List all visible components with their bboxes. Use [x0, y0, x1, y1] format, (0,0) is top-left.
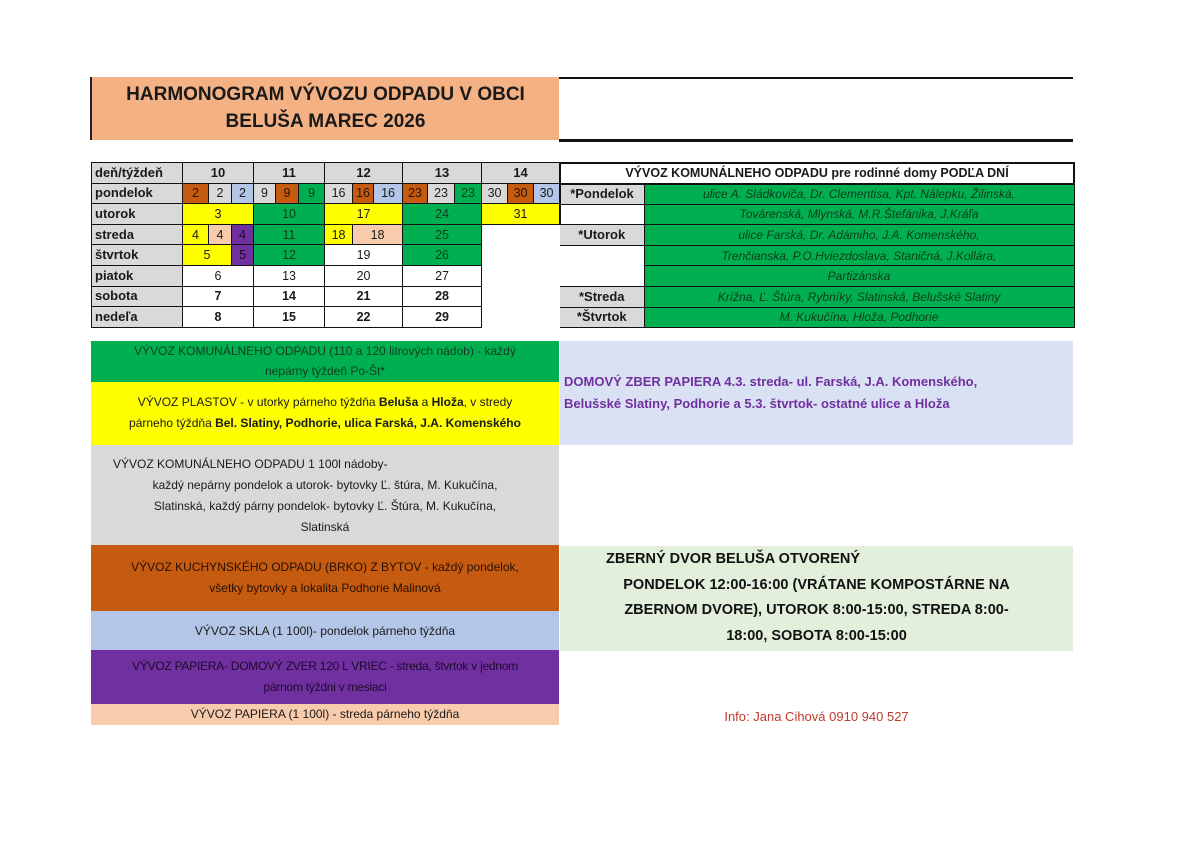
streets-list: Krížna, Ľ. Štúra, Rybníky, Slatinská, Belušské Slatiny — [644, 287, 1074, 308]
day-cell: 13 — [254, 265, 325, 286]
legend-line — [91, 392, 559, 413]
day-cell: 5 — [183, 245, 232, 266]
legend-kuchynsky-brko — [91, 545, 559, 611]
day-cell: 26 — [403, 245, 482, 266]
day-cell: 16 — [353, 183, 374, 204]
streets-list: Partizánska — [644, 266, 1074, 287]
week-header: 13 — [403, 163, 482, 184]
streets-header-row — [560, 163, 1074, 184]
day-cell: 19 — [325, 245, 403, 266]
day-cell: 14 — [254, 286, 325, 307]
legend-line: párnom týždni v mesiaci — [263, 680, 387, 694]
day-cell: 30 — [482, 183, 508, 204]
streets-list: Továrenská, Mlynská, M.R.Štefánika, J.Kráľa — [644, 204, 1074, 225]
day-cell: 2 — [209, 183, 232, 204]
day-cell: 22 — [325, 307, 403, 328]
day-cell: 31 — [482, 204, 560, 225]
title-line-1: HARMONOGRAM VÝVOZU ODPADU V OBCI — [126, 84, 525, 105]
legend-line: VÝVOZ KOMUNÁLNEHO ODPADU 1 100l nádoby- — [113, 457, 388, 471]
streets-day-label: *Pondelok — [560, 184, 644, 205]
day-cell: 2 — [232, 183, 254, 204]
day-cell: 10 — [254, 204, 325, 225]
hours-line: PONDELOK 12:00-16:00 (VRÁTANE KOMPOSTÁRNE NA — [623, 576, 1010, 593]
legend-line: VÝVOZ PAPIERA- DOMOVÝ ZVER 120 L VRIEC - streda, štvrtok v jednom — [132, 659, 518, 673]
day-cell: 23 — [455, 183, 482, 204]
legend-line — [91, 413, 559, 434]
day-label: utorok — [92, 204, 183, 225]
legend-text-bold: Hloža — [431, 395, 464, 409]
day-cell: 23 — [428, 183, 455, 204]
legend-line: všetky bytovky a lokalita Podhorie Malinová — [209, 581, 441, 595]
legend-line: každý nepárny pondelok a utorok- bytovky Ľ. štúra, M. Kukučína, — [152, 478, 498, 492]
day-cell: 2 — [183, 183, 209, 204]
day-cell: 3 — [183, 204, 254, 225]
day-cell: 15 — [254, 307, 325, 328]
legend-papier-domovy-120 — [91, 650, 559, 704]
day-cell: 9 — [299, 183, 325, 204]
hours-line: 18:00, SOBOTA 8:00-15:00 — [726, 627, 907, 644]
empty-cell — [482, 224, 560, 245]
day-cell: 21 — [325, 286, 403, 307]
streets-day-label: *Streda — [560, 287, 644, 308]
day-cell: 5 — [232, 245, 254, 266]
day-cell: 30 — [508, 183, 534, 204]
header-label: deň/týždeň — [92, 163, 183, 184]
day-cell: 17 — [325, 204, 403, 225]
legend-text: párneho týždňa — [129, 416, 216, 430]
streets-day-label — [560, 266, 644, 287]
day-cell: 4 — [183, 224, 209, 245]
day-label: streda — [92, 224, 183, 245]
empty-cell — [482, 307, 560, 328]
notice-line: DOMOVÝ ZBER PAPIERA 4.3. streda- ul. Farská, J.A. Komenského, — [564, 374, 978, 389]
week-header: 10 — [183, 163, 254, 184]
page-title — [90, 77, 559, 140]
week-header: 12 — [325, 163, 403, 184]
streets-list: Trenčianska, P.O.Hviezdoslava, Staničná, J.Kollára, — [644, 245, 1074, 266]
streets-list: ulice Farská, Dr. Adámiho, J.A. Komenského, — [644, 225, 1074, 246]
empty-cell — [482, 265, 560, 286]
hours-line: ZBERNÝ DVOR BELUŠA OTVORENÝ — [606, 551, 861, 567]
legend-line: VÝVOZ KOMUNÁLNEHO ODPADU (110 a 120 litrových nádob) - každý — [134, 344, 516, 358]
day-cell: 24 — [403, 204, 482, 225]
schedule-row-streda — [92, 224, 560, 245]
week-header: 14 — [482, 163, 560, 184]
day-cell: 20 — [325, 265, 403, 286]
legend-line: Slatinská, každý párny pondelok- bytovky Ľ. Štúra, M. Kukučína, — [153, 499, 497, 513]
legend-papier-1100 — [91, 704, 559, 725]
schedule-row-pondelok — [92, 183, 560, 204]
day-cell: 30 — [534, 183, 560, 204]
day-cell: 25 — [403, 224, 482, 245]
header-rule-top — [559, 77, 1073, 79]
legend-line: Slatinská — [300, 520, 350, 534]
streets-row — [560, 287, 1074, 308]
zberny-dvor-hours — [560, 546, 1073, 651]
hours-line: ZBERNOM DVORE), UTOROK 8:00-15:00, STREDA 8:00- — [624, 602, 1009, 618]
week-header: 11 — [254, 163, 325, 184]
day-cell: 16 — [325, 183, 353, 204]
notice-line: Belušské Slatiny, Podhorie a 5.3. štvrtok- ostatné ulice a Hloža — [564, 396, 950, 411]
schedule-table — [91, 162, 560, 328]
schedule-row-utorok — [92, 204, 560, 225]
day-cell: 11 — [254, 224, 325, 245]
streets-row — [560, 245, 1074, 266]
streets-row — [560, 184, 1074, 205]
day-cell: 6 — [183, 265, 254, 286]
day-cell: 8 — [183, 307, 254, 328]
legend-text: VÝVOZ PLASTOV - v utorky párneho týždňa — [137, 395, 379, 409]
day-cell: 9 — [254, 183, 276, 204]
empty-cell — [482, 245, 560, 266]
streets-day-label: *Štvrtok — [560, 307, 644, 328]
streets-list: ulice A. Sládkoviča, Dr. Clementisa, Kpt. Nálepku, Žilinská, — [644, 184, 1074, 205]
streets-row — [560, 225, 1074, 246]
streets-list: M. Kukučína, Hloža, Podhorie — [644, 307, 1074, 328]
day-label: nedeľa — [92, 307, 183, 328]
legend-text: a — [418, 395, 432, 409]
streets-header: VÝVOZ KOMUNÁLNEHO ODPADU pre rodinné domy PODĽA DNÍ — [560, 163, 1074, 184]
legend-text-bold: Bel. Slatiny, Podhorie, ulica Farská, J.A. Komenského — [215, 416, 521, 430]
streets-row — [560, 204, 1074, 225]
legend-line: VÝVOZ KUCHYNSKÉHO ODPADU (BRKO) Z BYTOV - každý pondelok, — [131, 560, 519, 574]
legend-line: VÝVOZ PAPIERA (1 100l) - streda párneho týždňa — [190, 707, 460, 721]
legend-text: , v stredy — [463, 395, 513, 409]
streets-row — [560, 307, 1074, 328]
day-cell: 27 — [403, 265, 482, 286]
empty-cell — [482, 286, 560, 307]
schedule-header-row — [92, 163, 560, 184]
day-cell: 9 — [276, 183, 299, 204]
day-cell: 12 — [254, 245, 325, 266]
day-label: štvrtok — [92, 245, 183, 266]
day-label: sobota — [92, 286, 183, 307]
legend-line: VÝVOZ SKLA (1 100l)- pondelok párneho týždňa — [194, 624, 456, 638]
streets-day-label — [560, 204, 644, 225]
day-cell: 23 — [403, 183, 428, 204]
streets-row — [560, 266, 1074, 287]
day-cell: 16 — [374, 183, 403, 204]
day-cell: 7 — [183, 286, 254, 307]
day-cell: 18 — [353, 224, 403, 245]
day-cell: 4 — [232, 224, 254, 245]
schedule-row-sobota — [92, 286, 560, 307]
title-line-2: BELUŠA MAREC 2026 — [225, 111, 426, 132]
day-label: pondelok — [92, 183, 183, 204]
day-cell: 29 — [403, 307, 482, 328]
legend-komunalny-110-120 — [91, 341, 559, 382]
domovy-zber-papiera-notice — [560, 341, 1073, 445]
day-cell: 18 — [325, 224, 353, 245]
header-rule-bottom — [559, 139, 1073, 142]
day-cell: 4 — [209, 224, 232, 245]
day-label: piatok — [92, 265, 183, 286]
schedule-row-piatok — [92, 265, 560, 286]
streets-day-label — [560, 245, 644, 266]
streets-day-label: *Utorok — [560, 225, 644, 246]
schedule-row-stvrtok — [92, 245, 560, 266]
legend-komunalny-1100 — [91, 445, 559, 545]
schedule-row-nedela — [92, 307, 560, 328]
legend-text-bold: Beluša — [378, 395, 419, 409]
contact-info: Info: Jana Cihová 0910 940 527 — [724, 709, 909, 724]
day-cell: 28 — [403, 286, 482, 307]
legend-plasty — [91, 382, 559, 445]
streets-by-day-table — [559, 162, 1075, 328]
legend-line: nepárny týždeň Po-Št* — [264, 364, 386, 378]
legend-sklo — [91, 611, 559, 650]
